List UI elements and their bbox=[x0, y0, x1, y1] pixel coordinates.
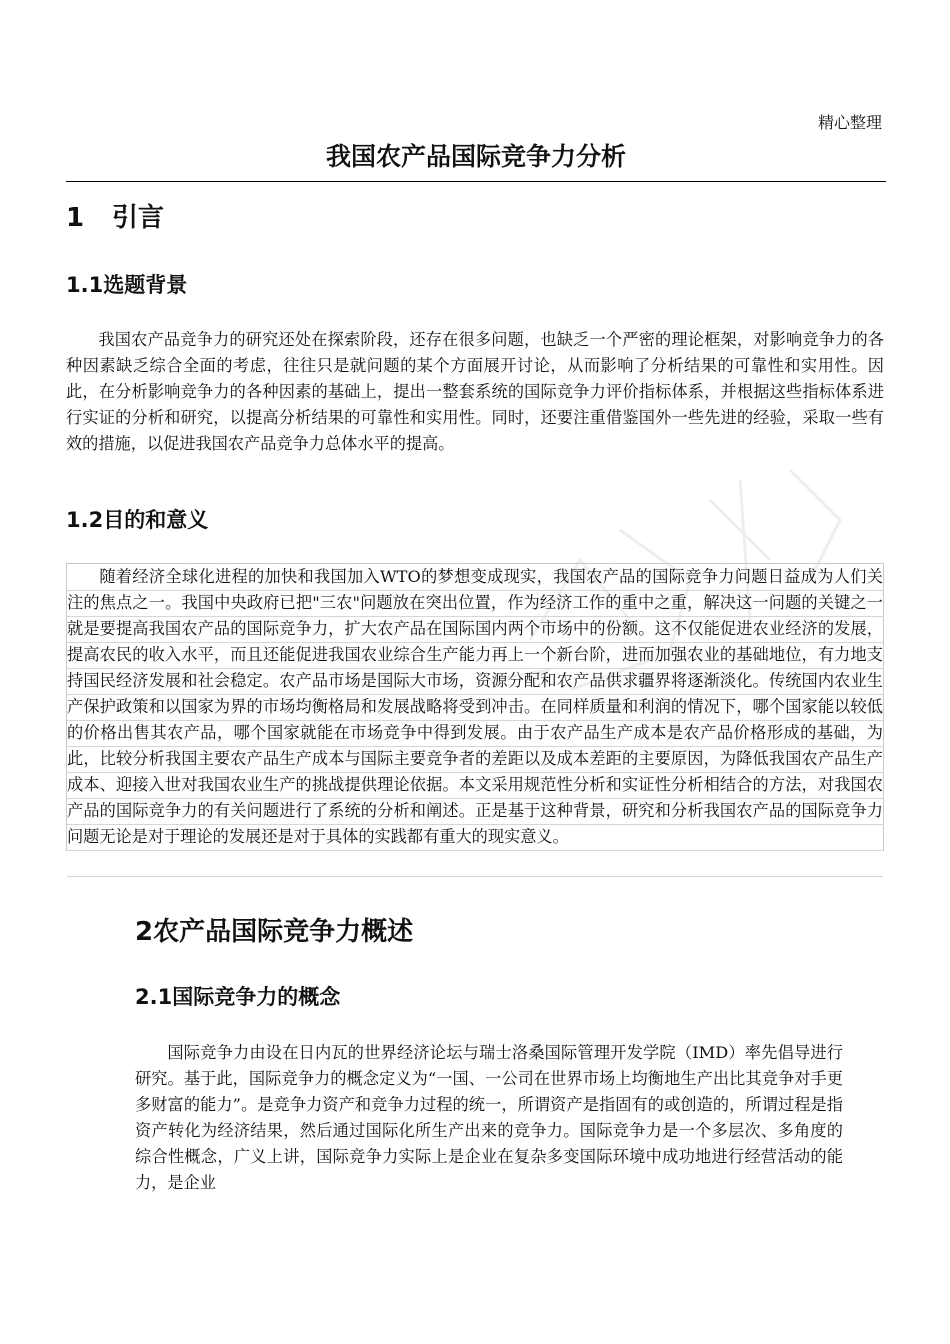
section-1-1-heading: 1.1选题背景 bbox=[66, 273, 188, 297]
section-1-2-heading: 1.2目的和意义 bbox=[66, 508, 209, 532]
document-title: 我国农产品国际竞争力分析 bbox=[325, 142, 626, 171]
section-1-heading bbox=[66, 200, 164, 236]
title-rule bbox=[66, 181, 886, 182]
section-1-title: 引言 bbox=[112, 203, 165, 233]
header-note: 精心整理 bbox=[817, 113, 882, 132]
section-1-number: 1 bbox=[66, 203, 85, 233]
section-2-1-heading: 2.1国际竞争力的概念 bbox=[135, 985, 341, 1009]
section-1-2-boxed-text bbox=[66, 563, 884, 851]
section-1-1-paragraph: 我国农产品竞争力的研究还处在探索阶段，还存在很多问题，也缺乏一个严密的理论框架，对影响竞争力的各种因素缺乏综合全面的考虑，往往只是就问题的某个方面展开讨论，从而影响了分析结果的可靠性和实用性。因此，在分析影响竞争力的各种因素的基础上，提出一整套系统的国际竞争力评价指标体系，并根据这些指标体系进行实证的分析和研究，以提高分析结果的可靠性和实用性。同时，还要注重借鉴国外一些先进的经验，采取一些有效的措施，以促进我国农产品竞争力总体水平的提高。 bbox=[66, 330, 884, 453]
section-2-1-paragraph: 国际竞争力由设在日内瓦的世界经济论坛与瑞士洛桑国际管理开发学院（IMD）率先倡导进行研究。基于此，国际竞争力的概念定义为“一国、一公司在世界市场上均衡地生产出比其竞争对手更多财富的能力”。是竞争力资产和竞争力过程的统一，所谓资产是指固有的或创造的，所谓过程是指资产转化为经济结果，然后通过国际化所生产出来的竞争力。国际竞争力是一个多层次、多角度的综合性概念，广义上讲，国际竞争力实际上是企业在复杂多变国际环境中成功地进行经营活动的能力，是企业 bbox=[135, 1043, 843, 1192]
section-1-2-paragraph: 随着经济全球化进程的加快和我国加入WTO的梦想变成现实，我国农产品的国际竞争力问题日益成为人们关注的焦点之一。我国中央政府已把"三农"问题放在突出位置，作为经济工作的重中之重，解决这一问题的关键之一就是要提高我国农产品的国际竞争力，扩大农产品在国际国内两个市场中的份额。这不仅能促进农业经济的发展，提高农民的收入水平，而且还能促进我国农业综合生产能力再上一个新台阶，进而加强农业的基础地位，有力地支持国民经济发展和社会稳定。农产品市场是国际大市场，资源分配和农产品供求疆界将逐渐淡化。传统国内农业生产保护政策和以国家为界的市场均衡格局和发展战略将受到冲击。在同样质量和利润的情况下，哪个国家能以较低的价格出售其农产品，哪个国家就能在市场竞争中得到发展。由于农产品生产成本是农产品价格形成的基础，为此，比较分析我国主要农产品生产成本与国际主要竞争者的差距以及成本差距的主要原因，为降低我国农产品生产成本、迎接入世对我国农业生产的挑战提供理论依据。本文采用规范性分析和实证性分析相结合的方法，对我国农产品的国际竞争力的有关问题进行了系统的分析和阐述。正是基于这种背景，研究和分析我国农产品的国际竞争力问题无论是对于理论的发展还是对于具体的实践都有重大的现实意义。 bbox=[67, 567, 883, 846]
section-2-heading: 2农产品国际竞争力概述 bbox=[135, 917, 414, 947]
